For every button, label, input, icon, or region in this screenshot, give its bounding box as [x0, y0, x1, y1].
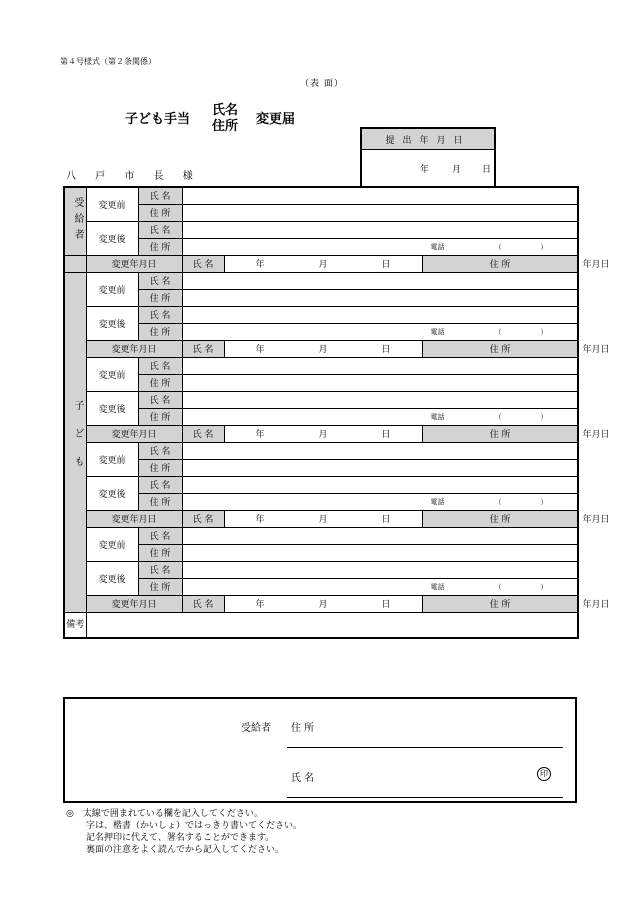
note-line: 字は、楷書（かいしょ）ではっきり書いてください。: [86, 821, 303, 831]
address-label: [422, 510, 578, 527]
submission-day[interactable]: 日: [482, 165, 492, 175]
after-label: [86, 306, 138, 340]
address-label: [138, 323, 182, 340]
address-field[interactable]: [182, 578, 578, 595]
name-label: [138, 561, 182, 578]
address-label-text: 住 所: [149, 379, 171, 389]
name-label-text: 氏 名: [192, 515, 214, 525]
address-label-text: 住 所: [149, 583, 171, 593]
name-label-text: 氏 名: [149, 566, 171, 576]
name-label-text: 氏 名: [149, 362, 171, 372]
paren-open: （: [494, 327, 502, 336]
paren-open: （: [494, 497, 502, 506]
address-label-text: 住 所: [489, 600, 511, 610]
change-date-label: [86, 425, 182, 442]
submission-date-box: [360, 127, 496, 186]
name-label-text: 氏 名: [149, 192, 171, 203]
after-label: [86, 561, 138, 595]
applicant-box: [63, 697, 577, 803]
name-label-text: 氏 名: [192, 260, 214, 270]
address-field[interactable]: [182, 289, 578, 306]
address-label: [138, 544, 182, 561]
name-field[interactable]: [182, 476, 578, 493]
name-change-date-field[interactable]: 年 月 日: [224, 425, 422, 442]
name-label-text: 氏 名: [149, 447, 171, 457]
before-label: [86, 272, 138, 306]
note-line: 裏面の注意をよく読んでから記入してください。: [86, 845, 285, 855]
before-label-text: 変更前: [98, 200, 126, 211]
recipient-label: 受給者: [64, 187, 86, 255]
paren-open: （: [494, 582, 502, 591]
submission-date-header: 提出年月日: [362, 129, 494, 150]
address-label: [138, 493, 182, 510]
change-date-label: [86, 255, 182, 272]
name-field[interactable]: [182, 527, 578, 544]
address-field[interactable]: [182, 323, 578, 340]
address-label: [422, 255, 578, 272]
paren-close: ）: [540, 412, 548, 421]
face-label: （表 面）: [300, 79, 344, 89]
after-label-text: 変更後: [98, 574, 126, 585]
title-name: 氏名: [212, 103, 239, 118]
before-label: [86, 442, 138, 476]
applicant-address-label: 住 所: [291, 723, 315, 734]
name-label: [182, 340, 224, 357]
address-label-text: 住 所: [489, 430, 511, 440]
after-label-text: 変更後: [98, 489, 126, 500]
name-label-text: 氏 名: [149, 532, 171, 542]
address-label-text: 住 所: [149, 413, 171, 423]
phone-label: 電話: [430, 242, 445, 251]
child-label: 子ども: [64, 272, 86, 612]
address-label-text: 住 所: [149, 294, 171, 304]
address-label: [422, 595, 578, 612]
name-label: [138, 221, 182, 238]
notes-mark: ◎: [66, 809, 74, 819]
name-label-text: 氏 名: [149, 277, 171, 287]
before-label-text: 変更前: [98, 455, 126, 466]
name-label: [138, 442, 182, 459]
paren-open: （: [494, 412, 502, 421]
address-field[interactable]: [182, 459, 578, 476]
before-label: [86, 187, 138, 221]
name-label-text: 氏 名: [149, 311, 171, 321]
name-field[interactable]: [182, 357, 578, 374]
after-label: [86, 391, 138, 425]
applicant-name-line[interactable]: [287, 797, 563, 798]
note-line: 太線で囲まれている欄を記入してください。: [82, 809, 263, 819]
note-line: 記名押印に代えて、署名することができます。: [86, 833, 275, 843]
before-label-text: 変更前: [98, 285, 126, 296]
name-field[interactable]: [182, 187, 578, 204]
address-label: [138, 459, 182, 476]
title-change-notice: 変更届: [256, 112, 296, 127]
change-date-label: [86, 595, 182, 612]
notes: [66, 808, 302, 856]
submission-year[interactable]: 年: [420, 165, 430, 175]
name-field[interactable]: [182, 442, 578, 459]
name-field[interactable]: [182, 272, 578, 289]
name-label: [182, 510, 224, 527]
paren-close: ）: [540, 582, 548, 591]
name-label-text: 氏 名: [149, 226, 171, 236]
address-label-text: 住 所: [149, 549, 171, 559]
after-label-text: 変更後: [98, 404, 126, 415]
change-date-text: 変更年月日: [111, 515, 157, 525]
paren-close: ）: [540, 497, 548, 506]
phone-label: 電話: [430, 412, 445, 421]
name-label: [182, 595, 224, 612]
name-label: [182, 255, 224, 272]
name-change-date-field[interactable]: 年 月 日: [224, 595, 422, 612]
name-field[interactable]: [182, 306, 578, 323]
after-label-text: 変更後: [98, 234, 126, 245]
after-label: [86, 221, 138, 255]
change-date-text: 変更年月日: [111, 430, 157, 440]
name-field[interactable]: [182, 391, 578, 408]
name-change-date-field[interactable]: 年 月 日: [224, 510, 422, 527]
address-label: [422, 425, 578, 442]
address-label-text: 住 所: [489, 260, 511, 270]
name-label: [138, 476, 182, 493]
address-label: [138, 374, 182, 391]
address-label-text: 住 所: [149, 498, 171, 508]
address-label: [422, 340, 578, 357]
name-label: [138, 306, 182, 323]
applicant-address-line[interactable]: [287, 747, 563, 748]
seal-icon: 印: [537, 767, 551, 781]
address-label: [138, 204, 182, 221]
name-label: [182, 425, 224, 442]
remarks-field[interactable]: [86, 612, 578, 638]
paren-open: （: [494, 242, 502, 251]
change-date-text: 変更年月日: [111, 260, 157, 270]
after-label-text: 変更後: [98, 319, 126, 330]
name-label: [138, 272, 182, 289]
name-label: [138, 187, 182, 204]
paren-close: ）: [540, 327, 548, 336]
address-label-text: 住 所: [149, 328, 171, 338]
address-field[interactable]: [182, 544, 578, 561]
submission-month[interactable]: 月: [452, 165, 462, 175]
phone-label: 電話: [430, 327, 445, 336]
name-label-text: 氏 名: [149, 481, 171, 491]
address-label: [138, 238, 182, 255]
address-label-text: 住 所: [149, 243, 171, 253]
name-label-text: 氏 名: [192, 345, 214, 355]
change-date-label: [86, 510, 182, 527]
name-label: [138, 527, 182, 544]
name-change-date-field[interactable]: 年 月 日: [224, 255, 422, 272]
name-label-text: 氏 名: [192, 600, 214, 610]
title-address: 住所: [212, 119, 239, 134]
address-label-text: 住 所: [489, 515, 511, 525]
before-label: [86, 527, 138, 561]
remarks-label: 備考: [64, 612, 86, 638]
name-label: [138, 357, 182, 374]
before-label-text: 変更前: [98, 540, 126, 551]
form-number: 第４号様式（第２条関係）: [60, 57, 156, 66]
change-date-text: 変更年月日: [111, 600, 157, 610]
applicant-label: 受給者: [241, 723, 271, 734]
address-label-text: 住 所: [489, 345, 511, 355]
name-label-text: 氏 名: [192, 430, 214, 440]
address-label: [138, 289, 182, 306]
addressee: 八 戸 市 長 様: [66, 171, 201, 182]
change-date-label: [86, 340, 182, 357]
address-label: [138, 578, 182, 595]
name-label-text: 氏 名: [149, 396, 171, 406]
name-field[interactable]: [182, 221, 578, 238]
before-label: [86, 357, 138, 391]
after-label: [86, 476, 138, 510]
phone-label: 電話: [430, 582, 445, 591]
before-label-text: 変更前: [98, 370, 126, 381]
title-child-allowance: 子ども手当: [125, 112, 191, 127]
change-date-text: 変更年月日: [111, 345, 157, 355]
paren-close: ）: [540, 242, 548, 251]
address-field[interactable]: [182, 204, 578, 221]
address-label-text: 住 所: [149, 464, 171, 474]
name-label: [138, 391, 182, 408]
address-label: [138, 408, 182, 425]
phone-label: 電話: [430, 497, 445, 506]
address-field[interactable]: [182, 408, 578, 425]
address-label-text: 住 所: [149, 209, 171, 219]
address-field[interactable]: [182, 374, 578, 391]
address-field[interactable]: [182, 238, 578, 255]
name-change-date-field[interactable]: 年 月 日: [224, 340, 422, 357]
address-field[interactable]: [182, 493, 578, 510]
name-field[interactable]: [182, 561, 578, 578]
applicant-name-label: 氏 名: [291, 773, 315, 784]
change-table: 受給者 変更前 氏 名 住 所 変更後 氏 名 住 所 電話 （ ） 変更年月日 氏 名 年 月 日 住 所 年 月 日 子ども 変更前 氏 名 住 所 変更後 氏 名 住 所 電話 （ ） 変更年月日 氏 名 年 月 日 住 所 年 月 日 変更前 氏 名 住 所 変更後 氏 名 住 所 電話 （ ） 変更年月日 氏 名 年 月 日 住 所 年 月 日 変更前 氏 名 住 所 変更後 氏 名 住 所 電話 （ ） 変更年月日 氏 名 年 月 日 住 所 年 月 日 変更前 氏 名 住 所 変更後 氏 名 住 所 電話 （ ） 変更年月日 氏 名 年 月 日 住 所 年 月 日 備考: [63, 186, 579, 639]
